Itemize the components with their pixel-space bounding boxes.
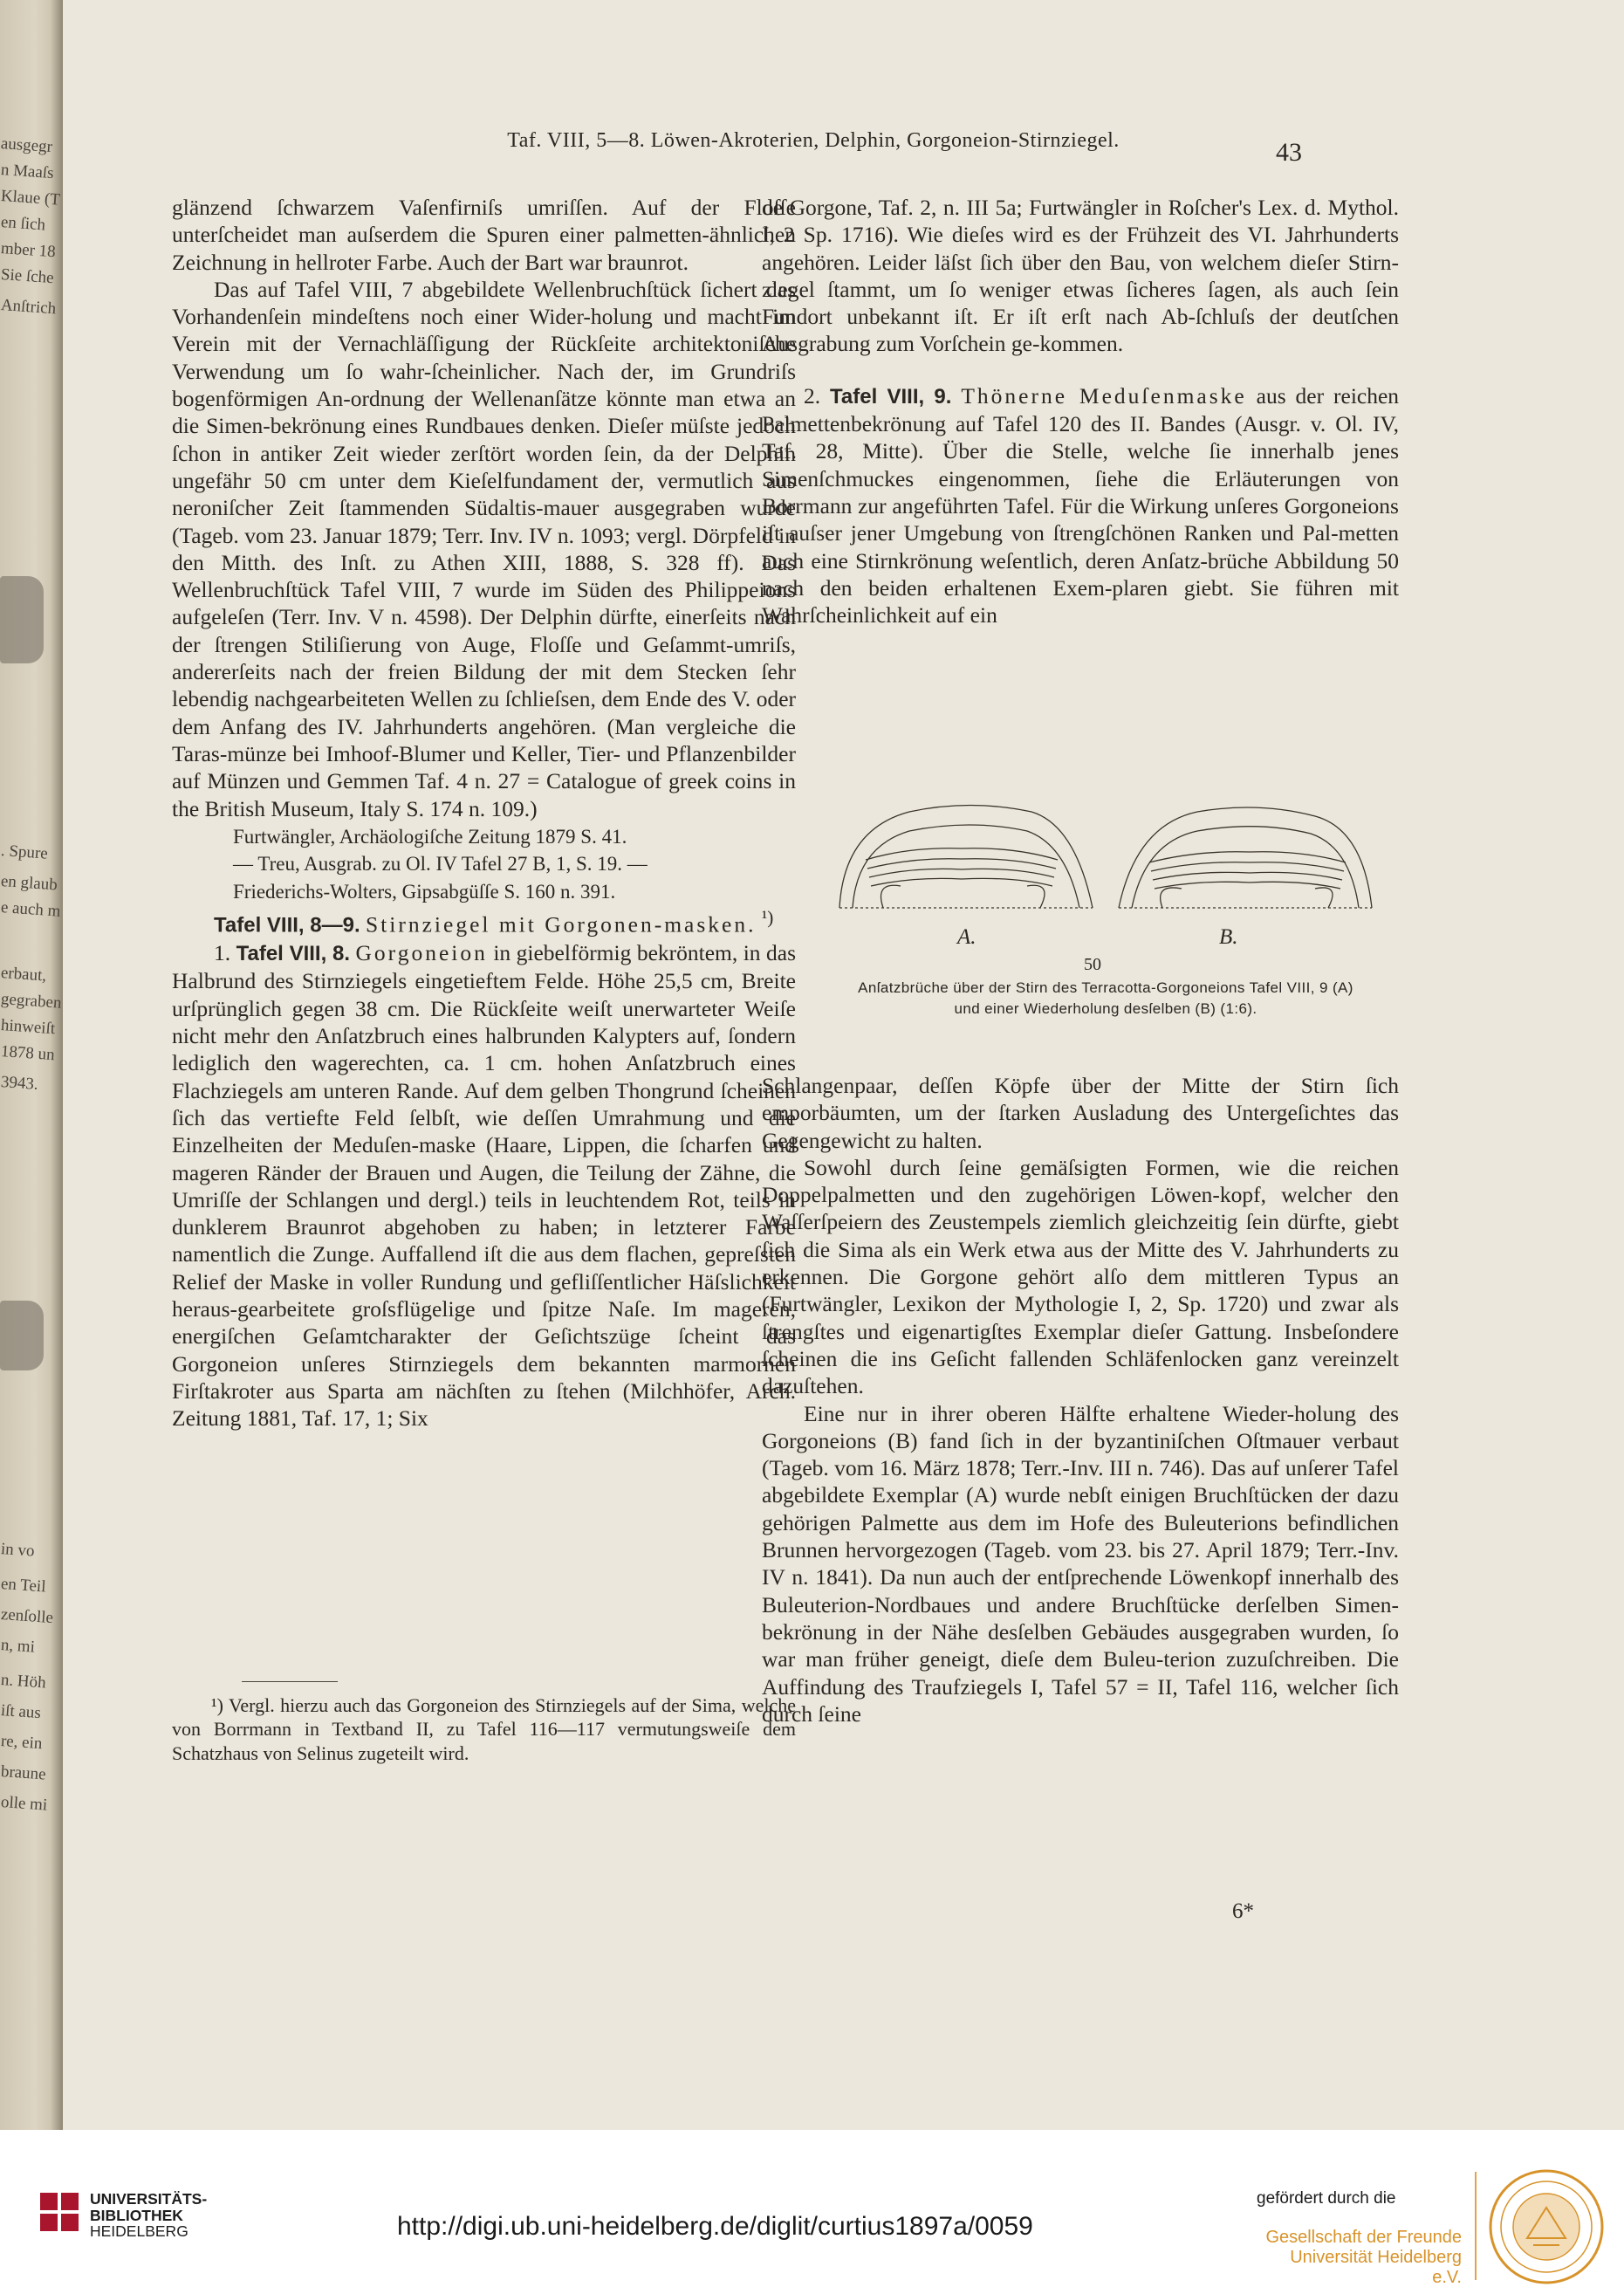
paragraph: Eine nur in ihrer oberen Hälfte erhaltene Wieder-holung des Gorgoneions (B) fand ſich in der byzantiniſchen Oſtmauer verbaut (Tageb. vom 16. März 1878; Terr.-Inv. III n. 746). Das auf unſerer Tafel abgebildete Exemplar (A) wurde nebſt einigen Bruchſtücken der dazu gehörigen Palmette aus dem im Hofe des Buleuterions befindlichen Brunnen hervorgezogen (Tageb. vom 23. bis 27. April 1879; Terr.-Inv. IV n. 1841). Da nun auch der entſprechende Löwenkopf innerhalb des Buleuterion-Nordbaues und andere Bruchſtücke derſelben Simen-bekrönung in der Nähe desſelben Gebäudes ausgegraben wurden, ſo war man früher geneigt, dieſe dem Buleu-terion zuzuſchreiben. Die Auffindung des Traufziegels I, Tafel 57 = II, Tafel 116, welcher ſich durch ſeine	[762, 1400, 1399, 1727]
page-number: 43	[1276, 138, 1302, 167]
gutter-fragment: gegraben	[0, 989, 63, 1013]
item-body: aus der reichen Palmettenbekrönung auf Tafel 120 des II. Bandes (Ausgr. v. Ol. IV, Taf. 28, Mitte). Über die Stelle, welche ſie innerhalb jenes Simenſchmuckes eingenommen, ſiehe die Erläuterungen von Borrmann zur angeführten Tafel. Für die Wirkung unſeres Gorgoneions iſt auſser jener Umgebung von ſtrengſchönen Ranken und Pal-metten auch eine Stirnkrönung weſentlich, deren Anſatz-brüche Abbildung 50 nach den beiden erhaltenen Exem-plaren giebt. Sie führen mit Wahrſcheinlichkeit auf ein	[762, 382, 1400, 628]
figure-label-a: A.	[957, 925, 976, 949]
section-heading	[172, 904, 796, 939]
left-column	[172, 194, 796, 1432]
library-name-line: UNIVERSITÄTS-	[90, 2190, 208, 2208]
gutter-fragment: mber 18	[0, 238, 57, 262]
gutter-fragment: en ſich	[0, 212, 46, 235]
gutter-fragment: hinweiſt	[0, 1015, 56, 1039]
right-column-upper	[762, 194, 1399, 628]
university-library-logo-icon	[40, 2193, 79, 2231]
fragment-a-drawing	[839, 806, 1093, 909]
funded-by-text: gefördert durch die	[1257, 2189, 1396, 2208]
society-name-line: Universität Heidelberg e.V.	[1290, 2248, 1462, 2287]
gutter-fragment: iſt aus	[0, 1700, 42, 1723]
gutter-fragment: in vo	[0, 1539, 36, 1561]
running-head: Taf. VIII, 5—8. Löwen-Akroterien, Delphin, Gorgoneion-Stirnziegel.	[507, 129, 1120, 152]
gutter-fragment: zenſolle	[0, 1604, 54, 1628]
item-number: 1.	[214, 940, 231, 966]
gutter-fragment: ausgegr	[0, 134, 53, 157]
gutter-fragment: n Maaſs	[0, 160, 55, 183]
permalink-link[interactable]: http://digi.ub.uni-heidelberg.de/diglit/curtius1897a/0059	[397, 2212, 1033, 2241]
paragraph: Das auf Tafel VIII, 7 abgebildete Wellenbruchſtück ſichert das Vorhandenſein mindeſtens noch einer Wider-holung und macht im Verein mit der Vernachläſſigung der Rückſeite architektoniſche Verwendung um ſo wahr-ſcheinlicher. Nach der, im Grundriſs bogenförmigen An-ordnung der Wellenanſätze könnte man etwa an die Simen-bekrönung eines Rundbaues denken. Dieſer müſste jedoch ſchon in antiker Zeit wieder zerſtört worden ſein, da der Delphin ungefähr 50 cm unter dem Kieſelfundament der, vermutlich aus neroniſcher Zeit ſtammenden Südaltis-mauer ausgegraben wurde (Tageb. vom 23. Januar 1879; Terr. Inv. IV n. 1093; vergl. Dörpfeld in den Mitth. des Inſt. zu Athen XIII, 1888, S. 328 ff). Das Wellenbruchſtück Tafel VIII, 7 wurde im Süden des Philippeions aufgeleſen (Terr. Inv. V n. 4598). Der Delphin dürfte, einerſeits nach der ſtrengen Stiliſierung von Auge, Floſſe und Geſammt-umriſs, andererſeits nach der freien Bildung der mit dem Stecken ſehr lebendig nachgearbeiteten Wellen zu ſchlieſsen, dem Ende des V. oder dem Anfang des IV. Jahrhunderts angehören. (Man vergleiche die Taras-münze bei Imhoof-Blumer und Keller, Tier- und Pflanzenbilder auf Münzen und Gemmen Taf. 4 n. 27 = Catalogue of greek coins in the British Museum, Italy S. 174 n. 109.)	[172, 276, 796, 821]
paragraph	[762, 382, 1399, 629]
item-body: in giebelförmig bekröntem, in das Halbrund des Stirnziegels eingetieftem Felde. Höhe 25,5 cm, Breite urſprünglich gegen 38 cm. Die Rückſeite weiſt unerwarteter Weiſe nicht mehr den Anſatzbruch eines halbrunden Kalypters auf, ſondern lediglich den wagerechten, ca. 1 cm. hohen Anſatzbruch eines Flachziegels am unteren Rande. Auf dem gelben Thongrund ſcheinen ſich das vertiefte Feld ſelbſt, wie deſſen Umrahmung und die Einzelheiten der Meduſen-maske (Haare, Lippen, die ſcharfen und mageren Ränder der Brauen und Augen, die Teilung der Zähne, die Umriſſe der Schlangen und dergl.) teils in leuchtendem Rot, teils in dunklerem Braunrot abgehoben zu haben; in letzterer Farbe namentlich die Zunge. Auffallend iſt die aus dem flachen, gepreſsten Relief der Maske in voller Rundung und gefliſſentlicher Häſslichkeit heraus-gearbeitete groſsflügelige und ſpitze Naſe. Im mageren, energiſchen Geſamtcharakter der Geſichtszüge ſcheint das Gorgoneion unſeres Stirnziegels dem bekannten marmornen Firſtakroter aus Sparta am nächſten zu ſtehen (Milchhöfer, Arch. Zeitung 1881, Taf. 17, 1; Six	[172, 940, 797, 1432]
gutter-fragment: Anſtrich	[0, 295, 57, 319]
binding-gutter	[0, 0, 63, 2130]
gutter-fragment: Klaue (T	[0, 186, 61, 209]
section-heading-text: Stirnziegel mit Gorgonen-masken.	[366, 911, 757, 938]
item-title: Thönerne Meduſenmaske	[961, 382, 1247, 409]
right-column-lower	[762, 1072, 1399, 1727]
gutter-fragment: en Teil	[0, 1574, 47, 1597]
footnote-text: ¹) Vergl. hierzu auch das Gorgoneion des Stirnziegels auf der Sima, welche von Borrmann in Textband II, zu Tafel 116—117 vermutungsweiſe dem Schatzhaus von Selinus zugeteilt wird.	[172, 1694, 796, 1764]
university-seal-icon	[1488, 2168, 1605, 2285]
gutter-fragment: . Spure	[0, 841, 49, 863]
gutter-fragment: e auch m	[0, 897, 62, 921]
library-name-line: HEIDELBERG	[90, 2222, 188, 2240]
citation: Furtwängler, Archäologiſche Zeitung 1879 S. 41.	[233, 825, 627, 848]
footnote	[172, 1693, 796, 1765]
gutter-object-image	[0, 576, 44, 663]
gutter-fragment: 1878 un	[0, 1041, 56, 1065]
gutter-fragment: braune	[0, 1762, 47, 1784]
item-number: 2.	[804, 382, 821, 409]
item-heading: Tafel VIII, 8.	[236, 942, 351, 966]
gutter-fragment: en glaub	[0, 871, 58, 895]
figure-caption-line: und einer Wiederholung desſelben (B) (1:6).	[954, 1000, 1257, 1017]
gutter-fragment: erbaut,	[0, 963, 51, 986]
figure-caption	[809, 978, 1402, 1020]
gutter-fragment: olle mi	[0, 1792, 48, 1815]
gutter-fragment: n. Höh	[0, 1670, 47, 1693]
library-name	[90, 2191, 207, 2240]
gutter-fragment: n, mi	[0, 1635, 36, 1657]
signature-mark: 6*	[1232, 1899, 1254, 1923]
digitization-footer	[0, 2130, 1624, 2294]
footnote-rule	[242, 1681, 338, 1682]
citation: — Treu, Ausgrab. zu Ol. IV Tafel 27 B, 1, S. 19. —	[233, 853, 648, 876]
library-name-line: BIBLIOTHEK	[90, 2206, 183, 2224]
fragment-b-drawing	[1119, 807, 1372, 908]
paragraph: Schlangenpaar, deſſen Köpfe über der Mitte der Stirn ſich emporbäumten, um der ſtarken Ausladung des Untergeſichtes das Gegengewicht zu halten.	[762, 1073, 1399, 1153]
figure-caption-line: Anſatzbrüche über der Stirn des Terracotta-Gorgoneions Tafel VIII, 9 (A)	[858, 979, 1353, 996]
footnote-marker: ¹)	[761, 907, 774, 929]
gutter-object-image	[0, 1301, 44, 1370]
section-heading-bold: Tafel VIII, 8—9.	[214, 913, 360, 938]
paragraph: glänzend ſchwarzem Vaſenfirniſs umriſſen. Auf der Floſſe unterſcheidet man auſserdem die Spuren einer palmetten-ähnlichen Zeichnung in hellroter Farbe. Auch der Bart war braunrot.	[172, 195, 796, 275]
item-title: Gorgoneion	[355, 940, 488, 966]
paragraph: de Gorgone, Taf. 2, n. III 5a; Furtwängler in Roſcher's Lex. d. Mythol. I, 2 Sp. 1716). Wie dieſes wird es der Frühzeit des VI. Jahrhunderts angehören. Leider läſst ſich über den Bau, von welchem dieſer Stirn-ziegel ſtammt, um ſo weniger etwas ſicheres ſagen, als auch ſein Fundort unbekannt iſt. Er iſt erſt nach Ab-ſchluſs der deutſchen Ausgrabung zum Vorſchein ge-kommen.	[762, 195, 1399, 357]
paragraph: Sowohl durch ſeine gemäſsigten Formen, wie die reichen Doppelpalmetten und den zugehörigen Löwen-kopf, welcher den Waſſerſpeiern des Zeustempels ziemlich gleichzeitig ſein dürfte, giebt ſich die Sima als ein Werk etwa aus der Mitte des V. Jahrhunderts zu erkennen. Die Gorgone gehört alſo dem mittleren Typus an (Furtwängler, Lexikon der Mythologie I, 2, Sp. 1720) und zwar als ſtrengſtes und eigenartigſtes Exemplar dieſer Gattung. Insbeſondere ſcheinen die ins Geſicht fallenden Schläfenlocken ganz vereinzelt dazuſtehen.	[762, 1154, 1399, 1399]
figure-50-drawing	[805, 777, 1398, 934]
society-name	[1265, 2228, 1462, 2288]
gutter-fragment: 3943.	[0, 1072, 39, 1094]
book-page	[63, 0, 1624, 2130]
citation: Friederichs-Wolters, Gipsabgüſſe S. 160 n. 391.	[233, 880, 616, 903]
society-name-line: Gesellschaft der Freunde	[1265, 2228, 1462, 2247]
figure-label-b: B.	[1219, 925, 1238, 949]
footer-divider	[1475, 2172, 1477, 2280]
figure-number: 50	[1084, 955, 1101, 974]
paragraph	[172, 939, 796, 1432]
gutter-fragment: Sie ſche	[0, 264, 55, 288]
item-heading: Tafel VIII, 9.	[830, 384, 952, 409]
gutter-fragment: re, ein	[0, 1731, 44, 1754]
